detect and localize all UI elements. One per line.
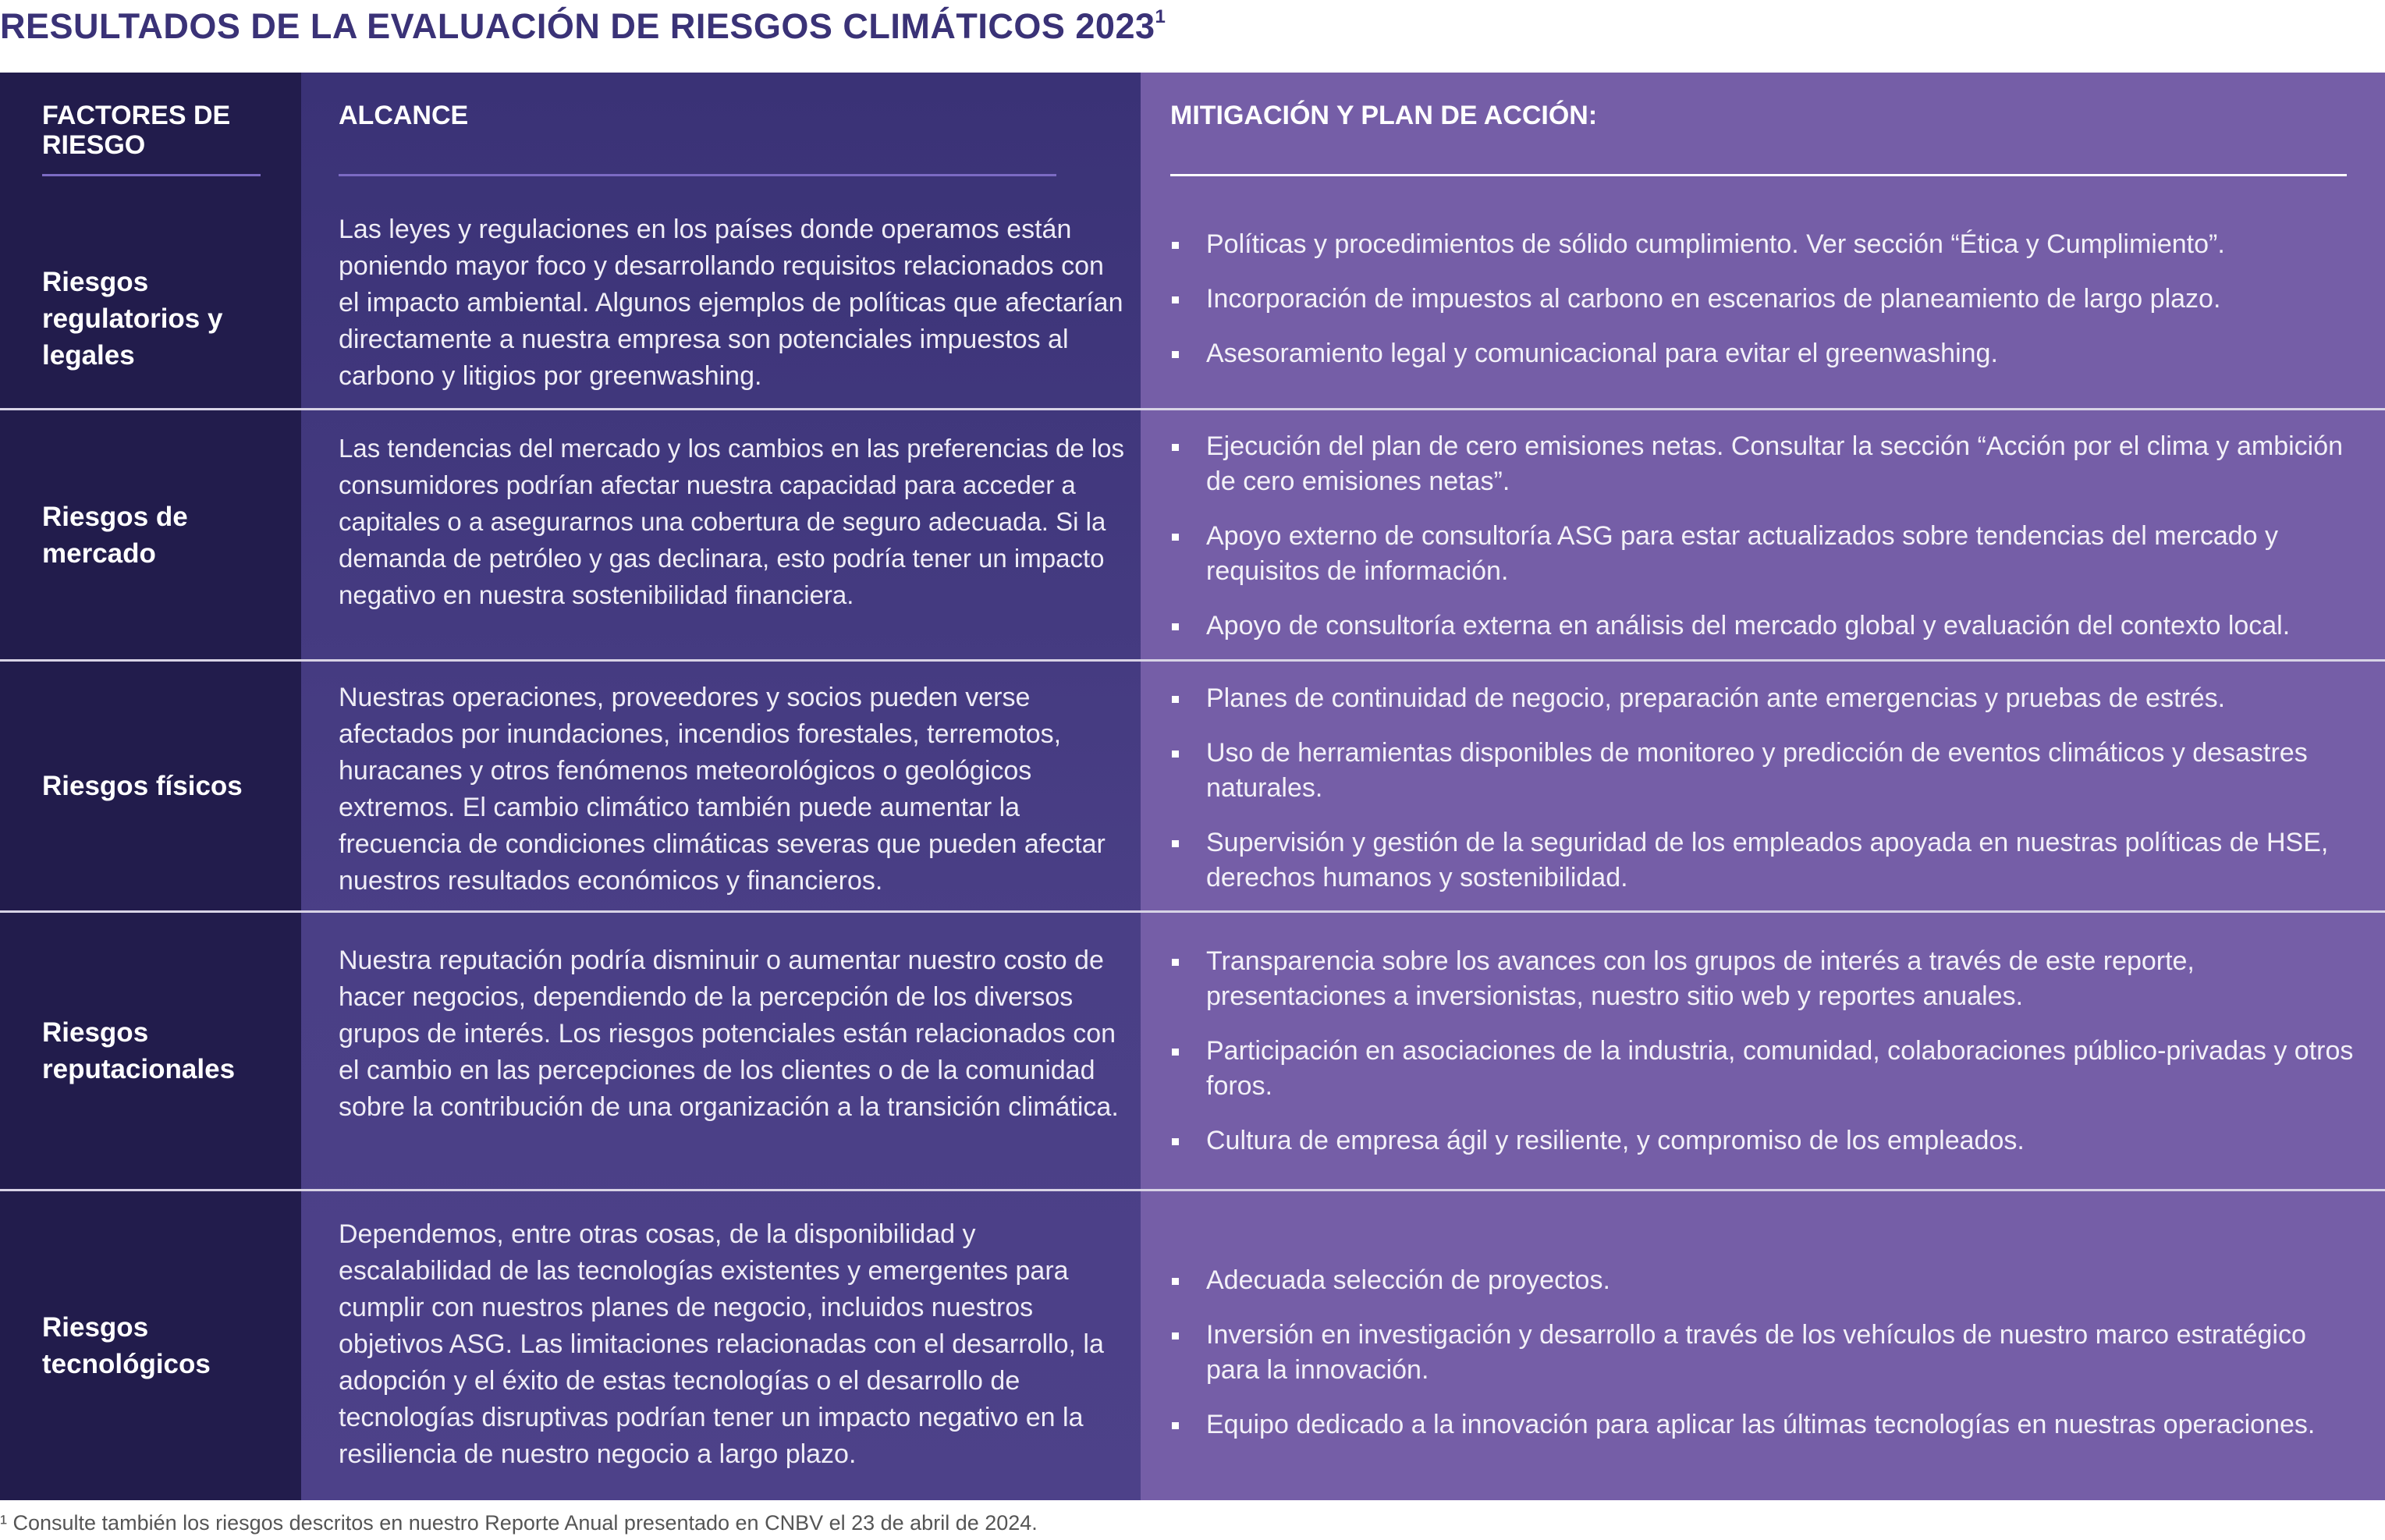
scope-technological: Dependemos, entre otras cosas, de la disponibilidad y escalabilidad de las tecnologías existentes y emergentes para cumplir con nuestros planes de negocio, incluidos nuestros objetivos ASG. Las limitaciones relacionadas con el desarrollo, la adopción y el éxito de estas tecnologías o el desarrollo de tecnologías disruptivas podrían tener un impacto negativo en la resiliencia de nuestro negocio a largo plazo. — [339, 1219, 1104, 1469]
mitigation-item: Supervisión y gestión de la seguridad de los empleados apoyada en nuestras políticas de HSE, derechos humanos y sostenibilidad. — [1170, 825, 2356, 896]
mitigation-item: Apoyo de consultoría externa en análisis del mercado global y evaluación del contexto local. — [1170, 609, 2356, 644]
header-factor: FACTORES DE RIESGO — [42, 101, 231, 160]
mitigation-regulatory — [1170, 227, 2356, 371]
mitigation-market — [1170, 429, 2356, 644]
mitigation-item: Uso de herramientas disponibles de monitoreo y predicción de eventos climáticos y desastres naturales. — [1170, 736, 2356, 806]
row-divider — [0, 910, 2385, 913]
mitigation-item: Ejecución del plan de cero emisiones netas. Consultar la sección “Acción por el clima y ambición de cero emisiones netas”. — [1170, 429, 2356, 499]
scope-physical: Nuestras operaciones, proveedores y socios pueden verse afectados por inundaciones, incendios forestales, terremotos, huracanes y otros fenómenos meteorológicos o geológicos extremos. El cambio climático también puede aumentar la frecuencia de condiciones climáticas severas que pueden afectar nuestros resultados económicos y financieros. — [339, 683, 1106, 896]
title-text: RESULTADOS DE LA EVALUACIÓN DE RIESGOS CLIMÁTICOS 2023 — [0, 6, 1155, 46]
factor-label: Riesgos tecnológicos — [42, 1312, 211, 1379]
factor-label: Riesgos regulatorios y legales — [42, 266, 223, 371]
factor-market — [42, 410, 292, 659]
mitigation-item: Cultura de empresa ágil y resiliente, y compromiso de los empleados. — [1170, 1123, 2356, 1159]
row-divider — [0, 1189, 2385, 1191]
factor-label: Riesgos de mercado — [42, 501, 188, 569]
header-factor-rule — [42, 174, 261, 176]
page-title — [0, 6, 1166, 47]
factor-reputational — [42, 913, 292, 1189]
header-mitigation: MITIGACIÓN Y PLAN DE ACCIÓN: — [1170, 101, 1598, 130]
mitigation-technological — [1170, 1263, 2356, 1442]
mitigation-item: Apoyo externo de consultoría ASG para estar actualizados sobre tendencias del mercado y requisitos de información. — [1170, 519, 2356, 589]
scope-market: Las tendencias del mercado y los cambios en las preferencias de los consumidores podrían afectar nuestra capacidad para acceder a capitales o a asegurarnos una cobertura de seguro adecuada. Si la demanda de petróleo y gas declinara, esto podría tener un impacto negativo en nuestra sostenibilidad financiera. — [339, 434, 1125, 609]
mitigation-item: Transparencia sobre los avances con los grupos de interés a través de este reporte, presentaciones a inversionistas, nuestro sitio web y reportes anuales. — [1170, 944, 2356, 1014]
factor-label: Riesgos reputacionales — [42, 1017, 236, 1084]
risk-table — [0, 73, 2385, 1500]
mitigation-reputational — [1170, 944, 2356, 1159]
footnote: ¹ Consulte también los riesgos descritos en nuestro Reporte Anual presentado en CNBV el 23 de abril de 2024. — [0, 1511, 1038, 1535]
scope-reputational: Nuestra reputación podría disminuir o aumentar nuestro costo de hacer negocios, dependiendo de la percepción de los diversos grupos de interés. Los riesgos potenciales están relacionados con el cambio en las percepciones de los clientes o de la comunidad sobre la contribución de una organización a la transición climática. — [339, 946, 1119, 1122]
mitigation-physical — [1170, 681, 2356, 896]
row-divider — [0, 659, 2385, 662]
title-footnote-marker: 1 — [1155, 6, 1166, 27]
scope-regulatory: Las leyes y regulaciones en los países donde operamos están poniendo mayor foco y desarrollando requisitos relacionados con el impacto ambiental. Algunos ejemplos de políticas que afectarían directamente a nuestra empresa son potenciales impuestos al carbono y litigios por greenwashing. — [339, 215, 1123, 391]
row-divider — [0, 408, 2385, 410]
mitigation-item: Participación en asociaciones de la industria, comunidad, colaboraciones público-privadas y otros foros. — [1170, 1034, 2356, 1104]
mitigation-item: Inversión en investigación y desarrollo a través de los vehículos de nuestro marco estratégico para la innovación. — [1170, 1318, 2356, 1388]
header-scope-rule — [339, 174, 1056, 176]
mitigation-item: Incorporación de impuestos al carbono en escenarios de planeamiento de largo plazo. — [1170, 282, 2356, 317]
mitigation-item: Planes de continuidad de negocio, preparación ante emergencias y pruebas de estrés. — [1170, 681, 2356, 716]
factor-physical — [42, 662, 292, 910]
factor-label: Riesgos físicos — [42, 771, 243, 801]
header-scope: ALCANCE — [339, 101, 469, 130]
header-mitigation-rule — [1170, 174, 2347, 176]
mitigation-item: Equipo dedicado a la innovación para aplicar las últimas tecnologías en nuestras operaciones. — [1170, 1407, 2356, 1442]
factor-regulatory — [42, 229, 292, 408]
mitigation-item: Adecuada selección de proyectos. — [1170, 1263, 2356, 1298]
mitigation-item: Asesoramiento legal y comunicacional para evitar el greenwashing. — [1170, 336, 2356, 371]
factor-technological — [42, 1191, 292, 1500]
mitigation-item: Políticas y procedimientos de sólido cumplimiento. Ver sección “Ética y Cumplimiento”. — [1170, 227, 2356, 262]
